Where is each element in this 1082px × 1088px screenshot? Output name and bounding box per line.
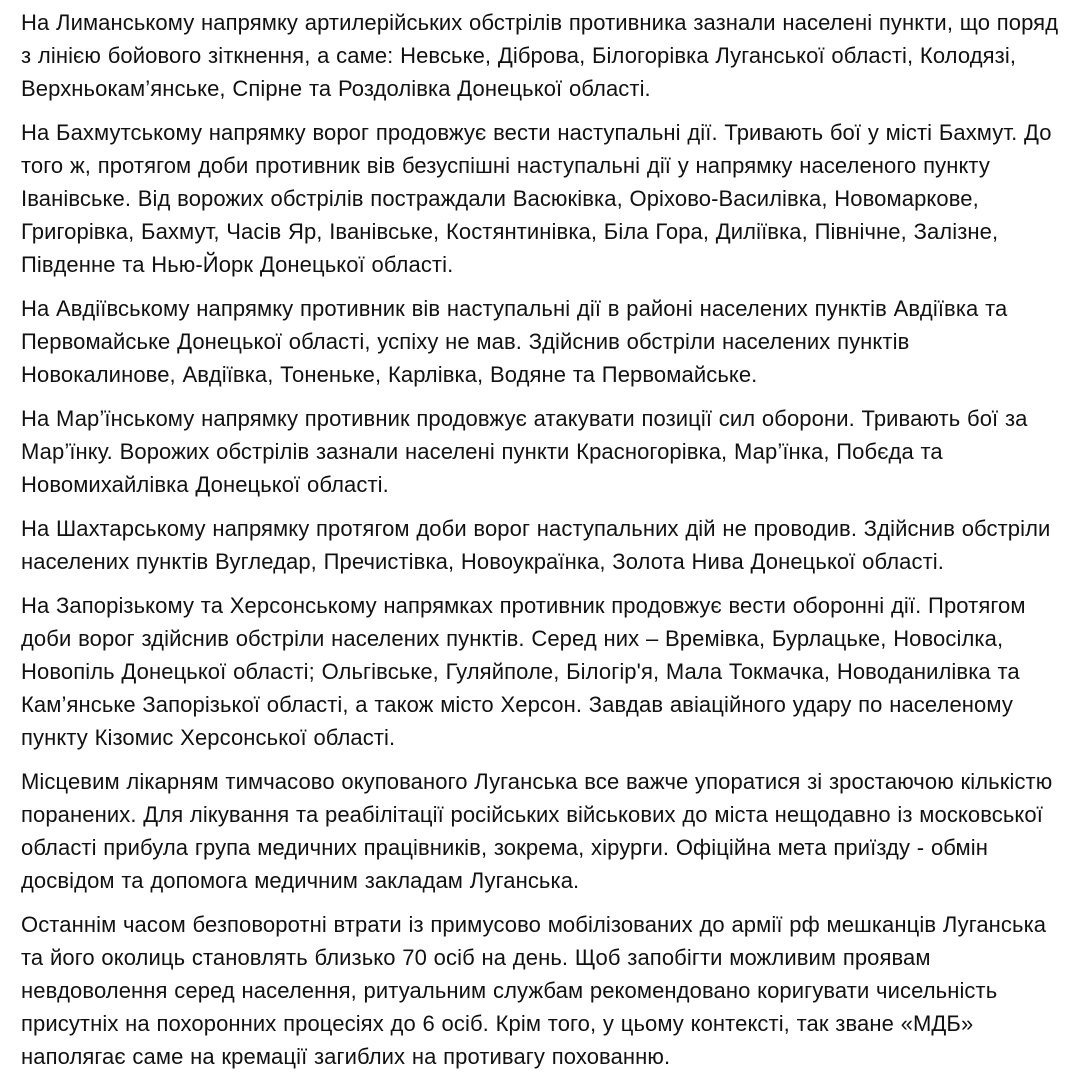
report-paragraph-losses: Останнім часом безповоротні втрати із примусово мобілізованих до армії рф мешканців Луганська та його околиць становлять близько 70 осіб на день. Щоб запобігти можливим проявам невдоволення серед населення, ритуальним службам рекомендовано коригувати чисельність присутніх на похоронних процесіях до 6 осіб. Крім того, у цьому контексті, так зване «МДБ» наполягає саме на кремації загиблих на противагу похованню. xyxy=(21,912,1047,1069)
report-paragraph-bakhmut: На Бахмутському напрямку ворог продовжує вести наступальні дії. Тривають бої у місті Бахмут. До того ж, протягом доби противник вів безуспішні наступальні дії у напрямку населеного пункту Іванівське. Від ворожих обстрілів постраждали Васюківка, Оріхово-Василівка, Новомаркове, Григорівка, Бахмут, Часів Яр, Іванівське, Костянтинівка, Біла Гора, Диліївка, Північне, Залізне, Південне та Нью-Йорк Донецької області. xyxy=(21,120,1052,277)
report-paragraph-marinka: На Мар’їнському напрямку противник продовжує атакувати позиції сил оборони. Тривають бої за Мар’їнку. Ворожих обстрілів зазнали населені пункти Красногорівка, Мар’їнка, Побєда та Новомихайлівка Донецької області. xyxy=(21,406,1028,497)
report-paragraph-luhansk-hospitals: Місцевим лікарням тимчасово окупованого Луганська все важче упоратися зі зростаючою кількістю поранених. Для лікування та реабілітації російських військових до міста нещодавно із московської області прибула група медичних працівників, зокрема, хірурги. Офіційна мета приїзду - обмін досвідом та допомога медичним закладам Луганська. xyxy=(21,769,1053,893)
report-paragraph-zaporizhzhia-kherson: На Запорізькому та Херсонському напрямках противник продовжує вести оборонні дії. Протягом доби ворог здійснив обстріли населених пунктів. Серед них – Времівка, Бурлацьке, Новосілка, Новопіль Донецької області; Ольгівське, Гуляйполе, Білогір'я, Мала Токмачка, Новоданилівка та Кам’янське Запорізької області, а також місто Херсон. Завдав авіаційного удару по населеному пункту Кізомис Херсонської області. xyxy=(21,593,1026,750)
report-paragraph-avdiivka: На Авдіївському напрямку противник вів наступальні дії в районі населених пунктів Авдіївка та Первомайське Донецької області, успіху не мав. Здійснив обстріли населених пунктів Новокалинове, Авдіївка, Тоненьке, Карлівка, Водяне та Первомайське. xyxy=(21,296,1008,387)
report-paragraph-shakhtarsk: На Шахтарському напрямку протягом доби ворог наступальних дій не проводив. Здійснив обстріли населених пунктів Вугледар, Пречистівка, Новоукраїнка, Золота Нива Донецької області. xyxy=(21,516,1051,574)
report-paragraph-lyman: На Лиманському напрямку артилерійських обстрілів противника зазнали населені пункти, що поряд з лінією бойового зіткнення, а саме: Невське, Діброва, Білогорівка Луганської області, Колодязі, Верхньокам’янське, Спірне та Роздолівка Донецької області. xyxy=(21,10,1059,101)
